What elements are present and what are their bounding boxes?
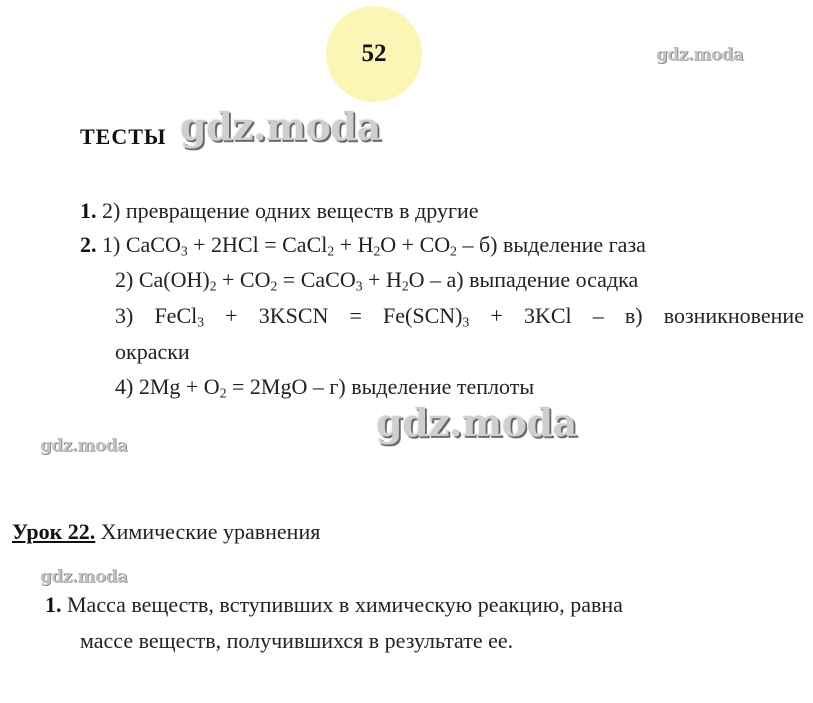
page-number: 52 bbox=[361, 40, 387, 67]
test-item-1 bbox=[80, 198, 479, 224]
test-item-2-equation-3-continued: окраски bbox=[115, 339, 190, 364]
watermark-center: gdz.moda bbox=[376, 400, 577, 445]
equation-text: 2) $Ca(OH)_2 + CO_2$ = CaCO$_3$ + $H_2O - а$) выпадение осадка bbox=[115, 267, 639, 294]
page-number-badge bbox=[326, 6, 422, 102]
watermark-left: gdz.moda bbox=[40, 436, 128, 456]
test-item-2-equation-3: 3) FeCl$_3$ + 3KSCN = $Fe(SCN)_3 + 3KCl - в$) возникновение bbox=[115, 303, 804, 330]
item-number: 1. bbox=[45, 592, 62, 617]
equation-text: 1) CaCO$_3$ + 2HCl = CaCl$_2$ + $H_2O + CO_2 - б$) выделение газа bbox=[102, 232, 646, 259]
watermark-heading: gdz.moda bbox=[180, 104, 381, 149]
test-item-2-equation-2 bbox=[115, 267, 638, 293]
watermark-lesson: gdz.moda bbox=[40, 567, 128, 587]
section-heading: ТЕСТЫ bbox=[80, 124, 167, 149]
test-item-2-equation-4 bbox=[115, 374, 534, 400]
item-number: 2. bbox=[80, 232, 97, 257]
equation-text: 4) $2Mg + O_2 = 2MgO - г$) выделение теплоты bbox=[115, 374, 535, 401]
item-number: 1. bbox=[80, 198, 97, 223]
lesson-title bbox=[12, 519, 320, 545]
lesson-name: Химические уравнения bbox=[95, 519, 321, 544]
item-text: Масса веществ, вступивших в химическую реакцию, равна bbox=[67, 592, 623, 617]
test-item-2-equation-1 bbox=[80, 232, 646, 258]
item-text: 2) превращение одних веществ в другие bbox=[102, 198, 479, 223]
lesson-item-1-line-2: массе веществ, получившихся в результате ее. bbox=[80, 628, 514, 653]
lesson-item-1-line-1 bbox=[45, 592, 623, 618]
watermark-top-right: gdz.moda bbox=[656, 45, 744, 65]
lesson-label: Урок 22. bbox=[12, 519, 96, 544]
